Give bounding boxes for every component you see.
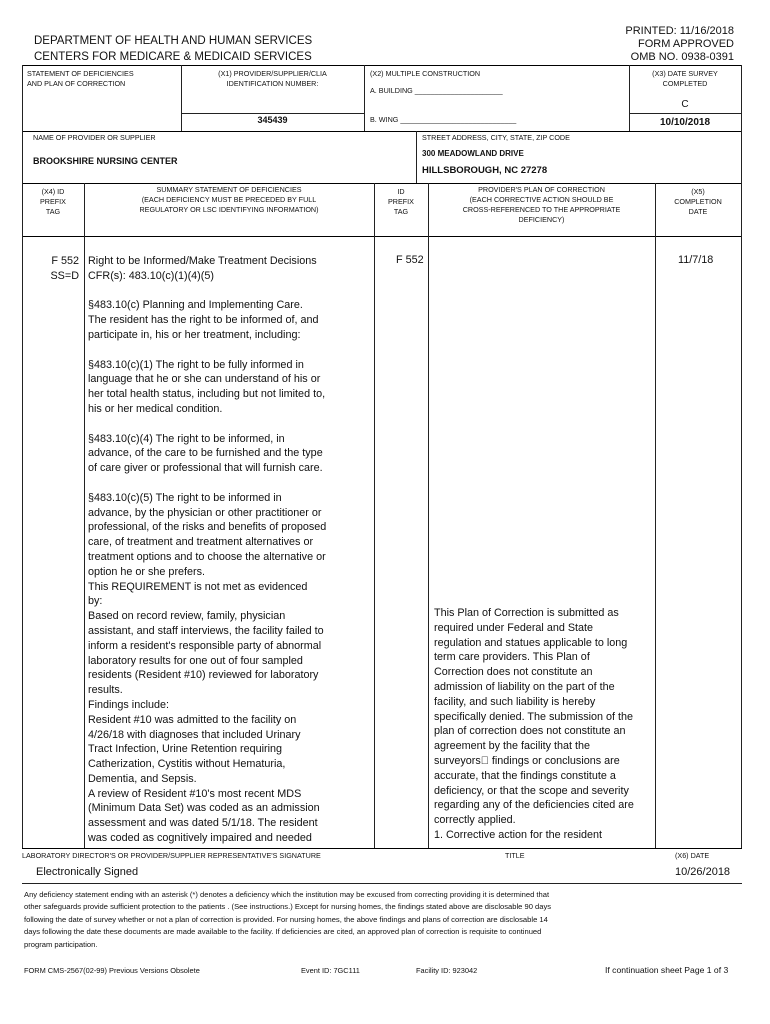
- facility-id: Facility ID: 923042: [416, 966, 478, 975]
- signature-top: [22, 848, 742, 849]
- form-number: FORM CMS-2567(02-99) Previous Versions Obsolete: [24, 966, 200, 975]
- title-label: TITLE: [505, 851, 525, 860]
- signature-bottom: [22, 883, 742, 884]
- plan-header: PROVIDER'S PLAN OF CORRECTION (EACH CORRECTIVE ACTION SHOULD BE CROSS-REFERENCED TO THE APPROPRIATE DEFICIENCY): [462, 185, 621, 224]
- continuation-page: If continuation sheet Page 1 of 3: [605, 965, 729, 975]
- form-approval-block: [625, 25, 734, 64]
- summary-header: SUMMARY STATEMENT OF DEFICIENCIES (EACH DEFICIENCY MUST BE PRECEDED BY FULL REGULATORY OR LSC IDENTIFYING INFORMATION): [139, 185, 319, 214]
- col-line-1: [84, 183, 85, 848]
- completion-date: 11/7/18: [678, 254, 714, 266]
- survey-code: C: [681, 99, 689, 110]
- scope-severity: SS=D: [50, 270, 79, 282]
- survey-completed-date: 10/10/2018: [659, 117, 711, 128]
- department-name: DEPARTMENT OF HEALTH AND HUMAN SERVICES: [34, 35, 313, 47]
- printed-date: PRINTED: 11/16/2018: [625, 25, 734, 37]
- provider-label: NAME OF PROVIDER OR SUPPLIER: [33, 133, 156, 142]
- x5-header: (X5) COMPLETION DATE: [674, 187, 722, 216]
- deficiency-tag: [22, 254, 79, 284]
- statement-label: STATEMENT OF DEFICIENCIES AND PLAN OF CORRECTION: [27, 69, 134, 88]
- x1-label: (X1) PROVIDER/SUPPLIER/CLIA IDENTIFICATION NUMBER:: [218, 69, 327, 88]
- signature-date: 10/26/2018: [675, 866, 731, 878]
- frame-left: [22, 65, 23, 131]
- id-header: ID PREFIX TAG: [388, 187, 414, 216]
- agency-name: CENTERS FOR MEDICARE & MEDICAID SERVICES: [34, 51, 312, 63]
- box-row-border: [22, 131, 742, 132]
- signature-label: LABORATORY DIRECTOR'S OR PROVIDER/SUPPLIER REPRESENTATIVE'S SIGNATURE: [22, 851, 321, 860]
- provider-divider: [416, 131, 417, 183]
- plan-tag-id: F 552: [396, 254, 424, 266]
- plan-of-correction: This Plan of Correction is submitted as required under Federal and State regulation and statues applicable to long term care providers. This Plan of Correction does not constitute an admission of liability on the part of the facility, and such liability is hereby specifically denied. The submission of the plan of correction does not constitute an agreement by the facility that the surveyors  findings or conclusions are accurate, that the findings constitute a deficiency, or that the scope and severity regarding any of the deficiencies cited are correctly applied. 1. Corrective action for the resident: [434, 607, 634, 841]
- summary-statement: Right to be Informed/Make Treatment Decisions CFR(s): 483.10(c)(1)(4)(5) §483.10(c) Planning and Implementing Care. The resident has the right to be informed of, and participate in, his or her treatment, including: §483.10(c)(1) The right to be fully informed in language that he or she can understand of his or her total health status, including but not limited to, his or her medical condition. §483.10(c)(4) The right to be informed, in advance, of the care to be furnished and the type of care giver or professional that will furnish care. §483.10(c)(5) The right to be informed in advance, by the physician or other practitioner or professional, of the risks and benefits of proposed care, of treatment and treatment alternatives or treatment options and to choose the alternative or option he or she prefers. This REQUIREMENT is not met as evidenced by: Based on record review, family, physician assistant, and staff interviews, the facility failed to inform a resident's responsible party of abnormal laboratory results for one out of four sampled residents (Resident #10) reviewed for laboratory results. Findings include: Resident #10 was admitted to the facility on 4/26/18 with diagnoses that included Urinary Tract Infection, Urine Retention requiring Catherization, Cystitis without Hematuria, Dementia, and Sepsis. A review of Resident #10's most recent MDS (Minimum Data Set) was coded as an admission assessment and was dated 5/1/18. The resident was coded as cognitively impaired and needed: [88, 255, 327, 845]
- event-id: Event ID: 7GC111: [301, 966, 360, 975]
- frame-right-body: [741, 131, 742, 848]
- multiple-construction-label: (X2) MULTIPLE CONSTRUCTION: [370, 69, 481, 78]
- x3-label: (X3) DATE SURVEY COMPLETED: [652, 69, 718, 88]
- wing-field: B. WING _____________________________: [370, 115, 517, 124]
- address-line2: HILLSBOROUGH, NC 27278: [422, 165, 548, 176]
- frame-right: [741, 65, 742, 131]
- top-border: [22, 65, 742, 66]
- x1-value-line: [181, 113, 364, 114]
- column-header-top: [22, 183, 742, 184]
- agency-header: [34, 33, 312, 65]
- address-label: STREET ADDRESS, CITY, STATE, ZIP CODE: [422, 133, 570, 142]
- omb-number: OMB NO. 0938-0391: [630, 51, 734, 63]
- col-line-4: [655, 183, 656, 848]
- divider-x2: [364, 65, 365, 131]
- disclaimer-text: Any deficiency statement ending with an asterisk (*) denotes a deficiency which the institution may be excused from correcting providing it is determined that other safeguards provide sufficient protection to the patients . (See instructions.) Except for nursing homes, the findings stated above are disclosable 90 days following the date of survey whether or not a plan of correction is provided. For nursing homes, the above findings and plans of correction are disclosable 14 days following the date these documents are made available to the facility. If deficiencies are cited, an approved plan of correction is requisite to continued program participation.: [24, 890, 552, 949]
- date-label: (X6) DATE: [675, 851, 710, 860]
- col-line-2: [374, 183, 375, 848]
- tag-id: F 552: [51, 255, 79, 267]
- col-line-3: [428, 183, 429, 848]
- signature-value: Electronically Signed: [36, 866, 139, 878]
- provider-id-number: 345439: [257, 115, 288, 125]
- x4-header: (X4) ID PREFIX TAG: [40, 187, 66, 216]
- column-header-bottom: [22, 236, 742, 237]
- address-line1: 300 MEADOWLAND DRIVE: [422, 149, 524, 158]
- frame-left-body: [22, 131, 23, 848]
- form-approved: FORM APPROVED: [638, 38, 734, 50]
- building-field: A. BUILDING ______________________: [370, 86, 503, 95]
- x3-value-line: [629, 113, 741, 114]
- provider-name: BROOKSHIRE NURSING CENTER: [33, 156, 178, 166]
